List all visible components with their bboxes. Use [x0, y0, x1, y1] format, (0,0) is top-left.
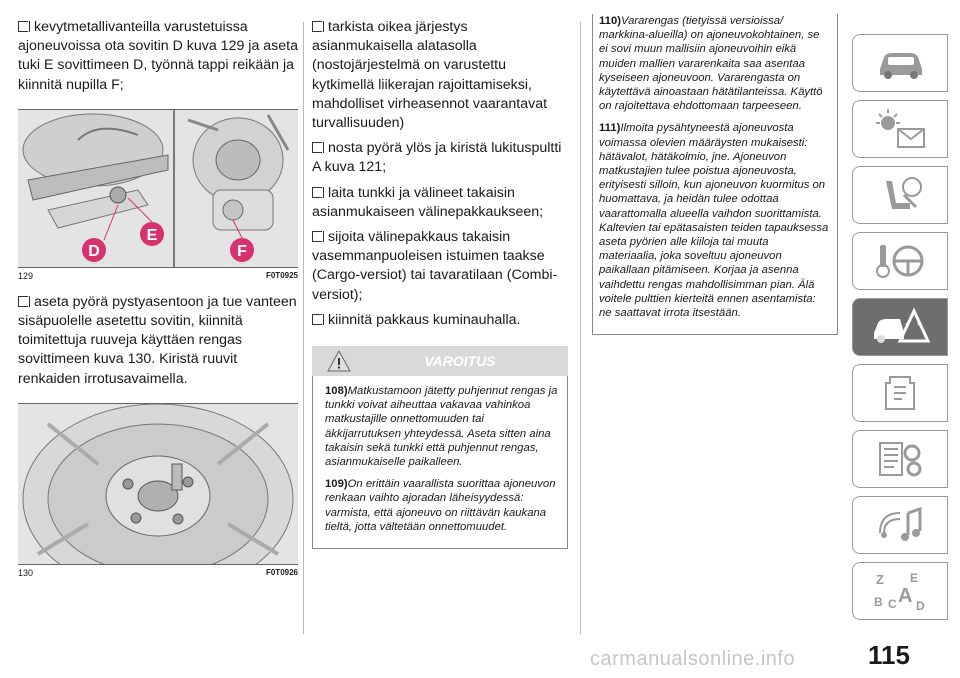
paragraph-text: kevytmetallivanteilla varustetuissa ajoneuvoissa ota sovitin D kuva 129 ja aseta tuki E sovittimeen D, työnnä tappi reikään ja kiinnitä nupilla F; — [18, 19, 298, 93]
figure-caption — [18, 568, 298, 578]
multimedia-music-icon — [872, 503, 928, 547]
warning-box — [312, 376, 568, 549]
footnote-text: Matkustamoon jätetty puhjennut rengas ja tunkki voivat aiheuttaa vakavaa vahinkoa matkustajille onnettomuuden tai äkkijarrutuksen yhteydessä. Aseta sitten aina takaisin sekä tunkki että puhjennut rengas, asianmukaiselle paikalleen. — [325, 385, 558, 469]
checkbox-bullet-icon — [312, 314, 322, 325]
footnote-number: 109) — [325, 478, 348, 491]
bullet-paragraph — [18, 293, 298, 389]
checkbox-bullet-icon — [18, 21, 28, 32]
breakdown-triangle-icon — [870, 305, 930, 349]
warning-title: VAROITUS — [424, 353, 496, 370]
warning-triangle-icon — [326, 349, 352, 373]
footnote-text: On erittäin vaarallista suorittaa ajoneuvon renkaan vaihto ajoradan läheisyydessä: varmista, että ajoneuvo on riittävän kaukana tieltä, jotta vältetään onnettomuudet. — [325, 478, 556, 533]
alphabetical-index-icon — [870, 568, 930, 614]
callout-f: F — [237, 242, 247, 260]
figure-number: 129 — [18, 270, 34, 281]
warning-header — [312, 346, 568, 376]
paragraph-text: sijoita välinepakkaus takaisin vasemmanpuoleisen istuimen taakse (Cargo-versiot) tai tavaratilaan (Combi-versiot); — [312, 229, 558, 303]
wheel-adapter-illustration — [18, 404, 298, 564]
watermark: carmanualsonline.info — [590, 648, 796, 670]
column-3 — [592, 14, 838, 335]
svg-text:C: C — [888, 597, 897, 611]
footnote-number: 108) — [325, 385, 348, 398]
footnote-text: Ilmoita pysähtyneestä ajoneuvosta voimassa olevien määräysten mukaisesti: hätävalot, hätäkolmio, jne. Ajoneuvon matkustajien tulee poistua ajoneuvosta, erityisesti silloin, kun ajoneuvon kuormitus on huomattava, ja heidän tulee odottaa vaarattomalla alueella vaihdon suorittamista. Kaltevien tai epätasaisten teiden tapauksessa aseta pyörien alle kiiloja tai muuta materiaalia, joka soveltuu ajoneuvon paikallaan pitämiseen. Korjaa ja asenna vaihdettu rengas mahdollisimman pian. Älä voitele pulttien kierteitä ennen asentamista: ne saattavat irrota itsestään. — [599, 122, 829, 320]
checkbox-bullet-icon — [312, 231, 322, 242]
paragraph-text: tarkista oikea järjestys asianmukaisella alatasolla (nostojärjestelmä on varustettu kytkimellä liikerajan rajoittamiseksi, mahdolliset virheasennot vaarantavat turvallisuuden) — [312, 19, 548, 132]
footnote — [325, 384, 559, 469]
figure-130 — [18, 403, 298, 565]
callout-d: D — [88, 242, 100, 260]
tab-index[interactable] — [852, 562, 948, 620]
tab-multimedia[interactable] — [852, 496, 948, 554]
tab-spec-sheet[interactable] — [852, 430, 948, 488]
bullet-paragraph — [18, 18, 298, 95]
checkbox-bullet-icon — [312, 21, 322, 32]
checkbox-bullet-icon — [312, 142, 322, 153]
seat-airbag-icon — [872, 173, 928, 217]
column-divider — [580, 22, 581, 634]
figure-code: F0T0926 — [265, 567, 298, 577]
tab-warning-lights[interactable] — [852, 100, 948, 158]
footnote-box — [592, 14, 838, 335]
tab-maintenance[interactable] — [852, 364, 948, 422]
svg-text:D: D — [916, 599, 925, 613]
footnote-number: 110) — [599, 15, 621, 27]
paragraph-text: aseta pyörä pystyasentoon ja tue vanteen sisäpuolelle asetettu sovitin, kiinnitä toimitettuja ruuveja käyttäen rengas sovittimeen kuva 130. Kiristä ruuvit renkaiden irrotusavaimella. — [18, 293, 297, 387]
figure-caption — [18, 271, 298, 281]
page-number: 115 — [868, 640, 910, 670]
svg-text:Z: Z — [876, 572, 884, 587]
footnote — [599, 121, 829, 320]
tab-seat-airbag[interactable] — [852, 166, 948, 224]
svg-text:B: B — [874, 595, 883, 609]
checkbox-bullet-icon — [18, 296, 28, 307]
warning-lights-icon — [870, 107, 930, 151]
maintenance-wrench-icon — [872, 371, 928, 415]
paragraph-text: laita tunkki ja välineet takaisin asianmukaiseen välinepakkaukseen; — [312, 184, 544, 220]
paragraph-text: kiinnitä pakkaus kuminauhalla. — [328, 311, 521, 328]
column-2 — [312, 18, 568, 549]
chapter-tabs — [852, 34, 948, 628]
key-steering-wheel-icon — [872, 239, 928, 283]
bullet-paragraph — [312, 18, 568, 133]
footnote-number: 111) — [599, 122, 621, 135]
adapter-mounting-illustration — [18, 110, 298, 267]
car-icon — [872, 43, 928, 83]
svg-text:E: E — [910, 571, 919, 585]
column-1 — [18, 18, 298, 590]
tab-breakdown[interactable] — [852, 298, 948, 356]
tab-key-steering[interactable] — [852, 232, 948, 290]
figure-code: F0T0925 — [265, 270, 298, 280]
tab-car[interactable] — [852, 34, 948, 92]
spec-sheet-gear-icon — [872, 437, 928, 481]
column-divider — [303, 22, 304, 634]
checkbox-bullet-icon — [312, 187, 322, 198]
bullet-paragraph — [312, 139, 568, 177]
figure-129 — [18, 109, 298, 268]
svg-text:A: A — [898, 585, 913, 607]
footnote-text: Vararengas (tietyissä versioissa/ markkina-alueilla) on ajoneuvokohtainen, se ei sovi muun mallisiin ajoneuvoihin eikä muiden mallien vararenkaita saa asentaa kyseiseen ajoneuvoon. Vararengasta on käytettävä ainoastaan hätätilanteissa. Käyttö on rajoitettava ehdottomaan tarpeeseen. — [599, 15, 823, 113]
footnote — [325, 477, 559, 534]
bullet-paragraph — [312, 311, 568, 330]
footnote — [599, 14, 829, 113]
bullet-paragraph — [312, 228, 568, 305]
bullet-paragraph — [312, 184, 568, 222]
paragraph-text: nosta pyörä ylös ja kiristä lukituspultti A kuva 121; — [312, 140, 562, 176]
callout-e: E — [146, 226, 158, 244]
figure-number: 130 — [18, 567, 34, 578]
